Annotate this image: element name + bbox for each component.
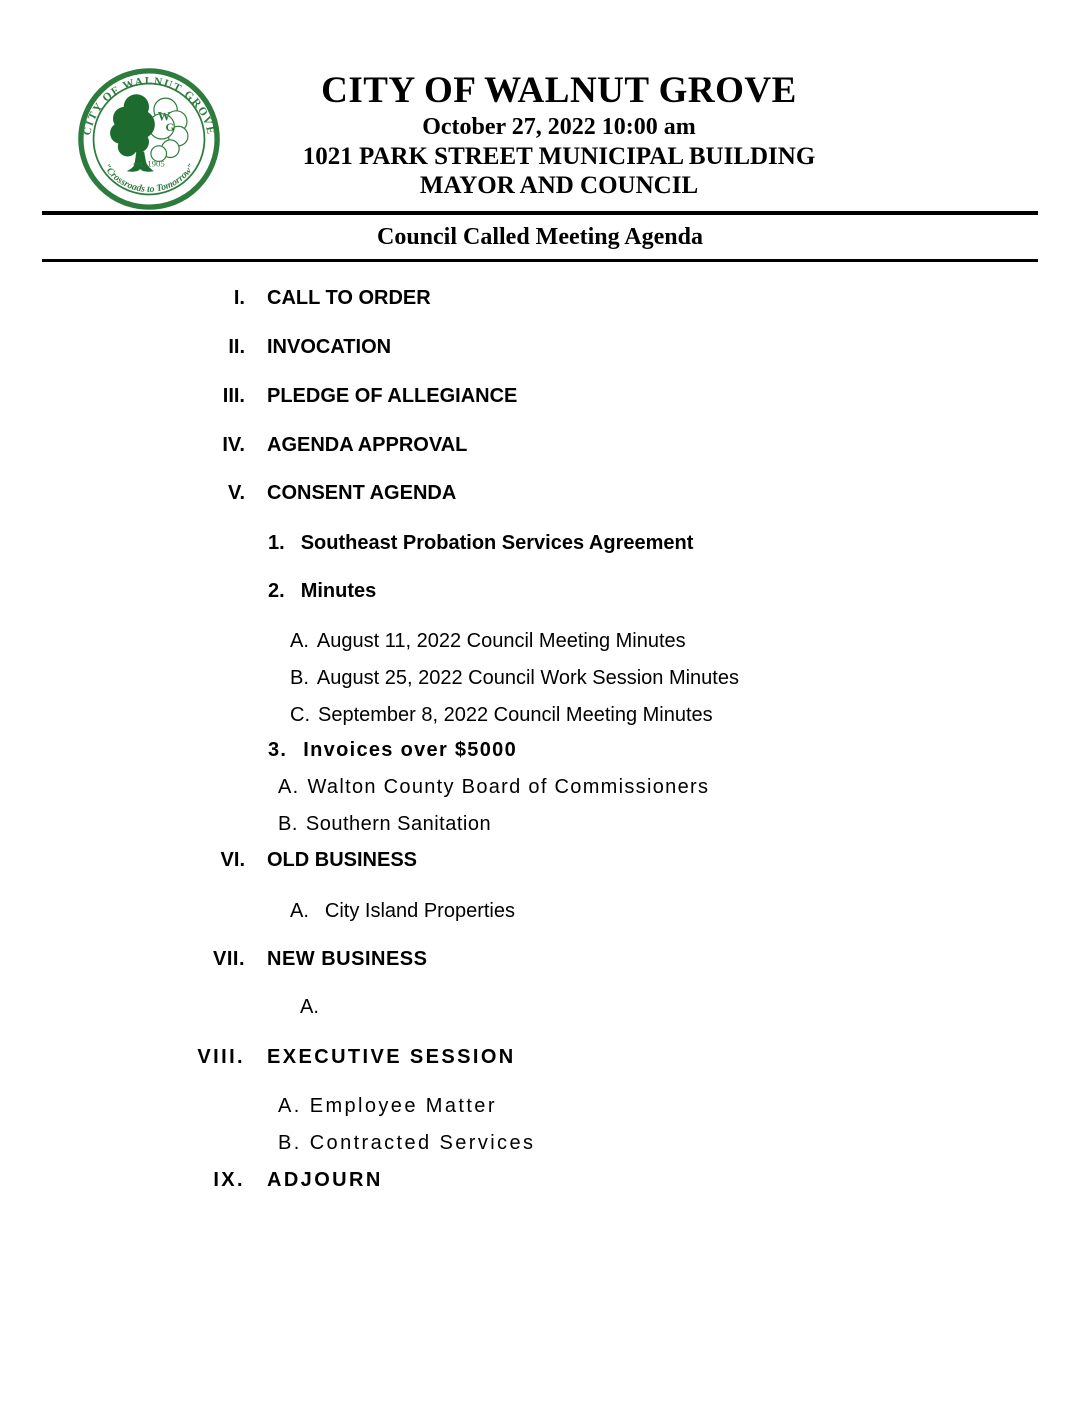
item-label: Southeast Probation Services Agreement — [300, 532, 694, 554]
item-label: CALL TO ORDER — [267, 287, 431, 309]
item-marker: III. — [222, 385, 245, 407]
agenda-item-old-business — [0, 849, 1088, 872]
item-marker: B. — [278, 813, 298, 835]
agenda-item-contracted-services — [0, 1132, 1088, 1155]
agenda-item-minutes-sep8 — [0, 704, 1088, 727]
agenda-item-consent-agenda — [0, 482, 1088, 505]
item-marker: IV. — [222, 434, 245, 456]
agenda-item-new-business-a-empty — [0, 996, 1088, 1019]
agenda-item-pledge-of-allegiance — [0, 385, 1088, 408]
item-marker: B. — [290, 667, 309, 689]
item-marker: A. — [290, 900, 309, 922]
item-label: Contracted Services — [309, 1132, 536, 1154]
item-label: Minutes — [300, 580, 377, 602]
agenda-item-invocation — [0, 336, 1088, 359]
item-marker: I. — [233, 287, 245, 309]
agenda-item-invoices-over-5000 — [0, 739, 1088, 762]
item-label: NEW BUSINESS — [267, 948, 428, 970]
agenda-item-walton-county-board — [0, 776, 1088, 799]
agenda-item-city-island-properties — [0, 900, 1088, 923]
agenda-item-minutes-aug25 — [0, 667, 1088, 690]
agenda-item-employee-matter — [0, 1095, 1088, 1118]
item-marker: VI. — [220, 849, 245, 871]
item-marker: 3. — [268, 739, 288, 761]
agenda-item-adjourn — [0, 1169, 1088, 1192]
item-marker: 2. — [268, 580, 285, 602]
item-label: CONSENT AGENDA — [267, 482, 457, 504]
agenda-item-minutes-aug11 — [0, 630, 1088, 653]
item-marker: A. — [278, 776, 300, 798]
seal-arc-bottom-text: "Crossroads to Tomorrow" — [100, 161, 198, 196]
item-label: Employee Matter — [309, 1095, 497, 1117]
seal-arc-top-text: CITY OF WALNUT GROVE — [81, 75, 217, 137]
seal-monogram-g: G — [165, 121, 175, 135]
agenda-banner-title: Council Called Meeting Agenda — [376, 224, 703, 250]
item-label: Invoices over $5000 — [303, 739, 517, 761]
agenda-item-executive-session — [0, 1046, 1088, 1069]
city-title: CITY OF WALNUT GROVE — [321, 70, 797, 111]
document-header — [0, 70, 1088, 200]
seal-established-text: est. 1905 — [133, 158, 165, 169]
item-marker: B. — [278, 1132, 302, 1154]
meeting-address: 1021 PARK STREET MUNICIPAL BUILDING — [302, 143, 816, 170]
agenda-item-minutes — [0, 580, 1088, 603]
item-label: August 25, 2022 Council Work Session Minutes — [316, 667, 739, 689]
item-marker: II. — [228, 336, 245, 358]
meeting-datetime: October 27, 2022 10:00 am — [422, 114, 696, 140]
agenda-item-agenda-approval — [0, 434, 1088, 457]
agenda-item-call-to-order — [0, 287, 1088, 310]
item-marker: C. — [290, 704, 310, 726]
item-marker: A. — [290, 630, 309, 652]
seal-monogram-w: W — [157, 109, 171, 124]
item-label: INVOCATION — [267, 336, 392, 358]
item-label: Walton County Board of Commissioners — [307, 776, 710, 798]
item-label: August 11, 2022 Council Meeting Minutes — [316, 630, 686, 652]
horizontal-rule-top — [42, 211, 1038, 215]
governing-body: MAYOR AND COUNCIL — [419, 172, 699, 199]
agenda-item-new-business — [0, 948, 1088, 971]
agenda-list — [0, 262, 1088, 1192]
item-marker: A. — [300, 996, 319, 1018]
item-marker: V. — [227, 482, 245, 504]
item-marker: IX. — [213, 1169, 245, 1191]
item-marker: VIII. — [197, 1046, 245, 1068]
item-label: PLEDGE OF ALLEGIANCE — [267, 385, 518, 407]
item-label: City Island Properties — [324, 900, 515, 922]
item-label: September 8, 2022 Council Meeting Minutes — [318, 704, 713, 726]
item-label: ADJOURN — [267, 1169, 383, 1191]
item-label: OLD BUSINESS — [267, 849, 418, 871]
item-label: EXECUTIVE SESSION — [267, 1046, 516, 1068]
agenda-item-southern-sanitation — [0, 813, 1088, 836]
item-marker: 1. — [268, 532, 285, 554]
agenda-item-southeast-probation — [0, 532, 1088, 555]
item-marker: A. — [278, 1095, 302, 1117]
item-marker: VII. — [212, 948, 245, 970]
item-label: AGENDA APPROVAL — [267, 434, 468, 456]
item-label: Southern Sanitation — [305, 813, 492, 835]
